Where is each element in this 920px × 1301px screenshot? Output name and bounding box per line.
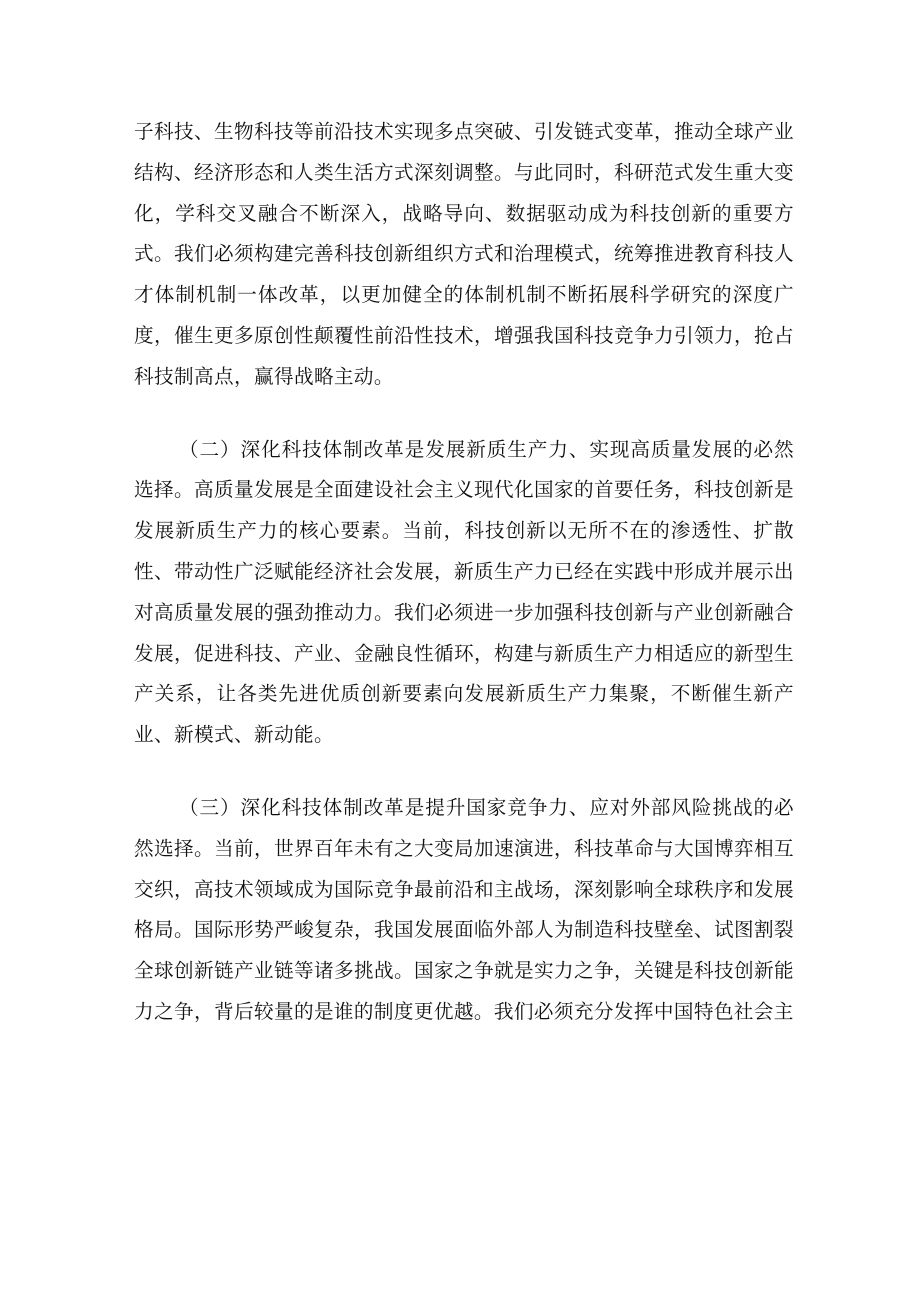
document-body bbox=[134, 112, 794, 1033]
paragraph-section-two: （二）深化科技体制改革是发展新质生产力、实现高质量发展的必然选择。高质量发展是全面建设社会主义现代化国家的首要任务，科技创新是发展新质生产力的核心要素。当前，科技创新以无所不在的渗透性、扩散性、带动性广泛赋能经济社会发展，新质生产力已经在实践中形成并展示出对高质量发展的强劲推动力。我们必须进一步加强科技创新与产业创新融合发展，促进科技、产业、金融良性循环，构建与新质生产力相适应的新型生产关系，让各类先进优质创新要素向发展新质生产力集聚，不断催生新产业、新模式、新动能。 bbox=[134, 437, 794, 747]
paragraph-section-three: （三）深化科技体制改革是提升国家竞争力、应对外部风险挑战的必然选择。当前，世界百年未有之大变局加速演进，科技革命与大国博弈相互交织，高技术领域成为国际竞争最前沿和主战场，深刻影响全球秩序和发展格局。国际形势严峻复杂，我国发展面临外部人为制造科技壁垒、试图割裂全球创新链产业链等诸多挑战。国家之争就是实力之争，关键是科技创新能力之争，背后较量的是谁的制度更优越。我们必须充分发挥中国特色社会主 bbox=[134, 795, 794, 1023]
paragraph-continuation: 子科技、生物科技等前沿技术实现多点突破、引发链式变革，推动全球产业结构、经济形态和人类生活方式深刻调整。与此同时，科研范式发生重大变化，学科交叉融合不断深入，战略导向、数据驱动成为科技创新的重要方式。我们必须构建完善科技创新组织方式和治理模式，统筹推进教育科技人才体制机制一体改革，以更加健全的体制机制不断拓展科学研究的深度广度，催生更多原创性颠覆性前沿性技术，增强我国科技竞争力引领力，抢占科技制高点，赢得战略主动。 bbox=[134, 120, 794, 388]
